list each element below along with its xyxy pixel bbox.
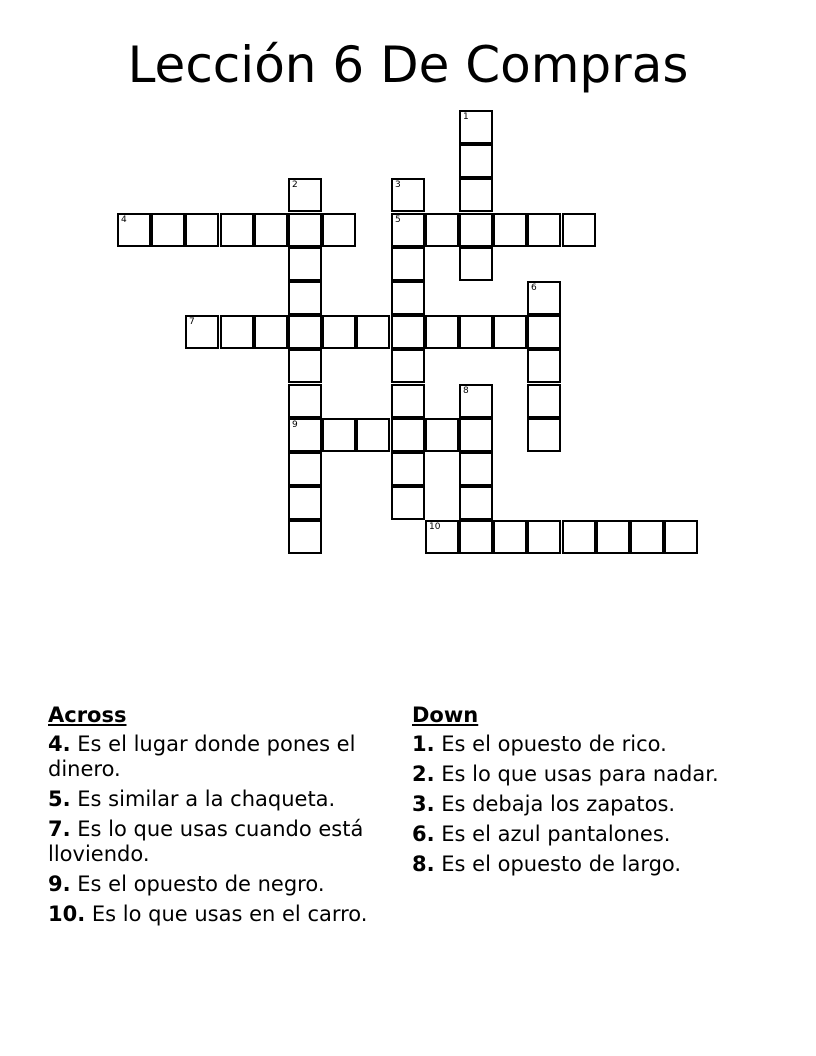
clue-number: 5. [48,787,71,811]
crossword-cell[interactable] [527,384,561,418]
crossword-cell[interactable] [391,213,425,247]
crossword-cell[interactable] [151,213,185,247]
crossword-cell[interactable] [391,452,425,486]
down-clues [412,700,772,882]
crossword-cell[interactable] [288,384,322,418]
crossword-cell[interactable] [493,213,527,247]
crossword-cell[interactable] [185,315,219,349]
crossword-cell[interactable] [322,418,356,452]
crossword-cell[interactable] [630,520,664,554]
clue-number-label: 3 [395,180,401,190]
clue-text: Es el opuesto de negro. [77,872,325,896]
crossword-cell[interactable] [425,213,459,247]
crossword-cell[interactable] [288,418,322,452]
crossword-cell[interactable] [596,520,630,554]
crossword-cell[interactable] [459,520,493,554]
crossword-cell[interactable] [527,520,561,554]
clue-down-6 [412,822,772,847]
clue-text: Es el lugar donde pones el dinero. [48,732,356,781]
clue-number-label: 7 [189,317,195,327]
crossword-cell[interactable] [391,315,425,349]
crossword-cell[interactable] [391,418,425,452]
crossword-cell[interactable] [254,315,288,349]
clue-number: 7. [48,817,71,841]
clue-number: 10. [48,902,86,926]
crossword-cell[interactable] [459,144,493,178]
crossword-cell[interactable] [425,418,459,452]
clue-number-label: 6 [531,283,537,293]
crossword-cell[interactable] [220,213,254,247]
clue-number-label: 1 [463,112,469,122]
clue-number: 8. [412,852,435,876]
crossword-cell[interactable] [288,520,322,554]
clue-down-3 [412,792,772,817]
crossword-cell[interactable] [288,281,322,315]
crossword-cell[interactable] [459,213,493,247]
clue-number: 4. [48,732,71,756]
crossword-cell[interactable] [459,178,493,212]
crossword-cell[interactable] [391,384,425,418]
clue-number: 3. [412,792,435,816]
crossword-cell[interactable] [459,452,493,486]
crossword-cell[interactable] [391,178,425,212]
clue-text: Es el opuesto de largo. [441,852,682,876]
crossword-cell[interactable] [527,281,561,315]
crossword-cell[interactable] [459,486,493,520]
clue-number: 1. [412,732,435,756]
clue-across-9 [48,872,398,897]
crossword-cell[interactable] [459,384,493,418]
crossword-cell[interactable] [459,315,493,349]
clue-text: Es lo que usas en el carro. [91,902,368,926]
crossword-cell[interactable] [220,315,254,349]
clue-across-10 [48,902,398,927]
crossword-cell[interactable] [493,315,527,349]
clue-number-label: 5 [395,215,401,225]
crossword-cell[interactable] [459,418,493,452]
crossword-cell[interactable] [391,486,425,520]
clue-number: 6. [412,822,435,846]
crossword-cell[interactable] [527,315,561,349]
down-heading: Down [412,703,479,727]
crossword-cell[interactable] [562,520,596,554]
clue-down-1 [412,732,772,757]
crossword-cell[interactable] [322,315,356,349]
crossword-cell[interactable] [527,213,561,247]
crossword-cell[interactable] [288,213,322,247]
across-clues [48,700,398,932]
crossword-cell[interactable] [459,247,493,281]
clue-text: Es el opuesto de rico. [441,732,667,756]
crossword-cell[interactable] [356,315,390,349]
crossword-cell[interactable] [288,315,322,349]
crossword-cell[interactable] [562,213,596,247]
crossword-cell[interactable] [527,418,561,452]
crossword-cell[interactable] [185,213,219,247]
clue-text: Es debaja los zapatos. [441,792,676,816]
across-heading: Across [48,703,127,727]
clue-text: Es lo que usas cuando está lloviendo. [48,817,364,866]
crossword-cell[interactable] [425,520,459,554]
crossword-cell[interactable] [288,486,322,520]
crossword-cell[interactable] [459,110,493,144]
clue-across-5 [48,787,398,812]
crossword-cell[interactable] [288,349,322,383]
crossword-cell[interactable] [254,213,288,247]
page-title: Lección 6 De Compras [127,36,689,94]
clue-number-label: 8 [463,386,469,396]
clue-across-4 [48,732,398,782]
crossword-cell[interactable] [356,418,390,452]
crossword-cell[interactable] [288,178,322,212]
crossword-cell[interactable] [425,315,459,349]
clue-number-label: 10 [429,522,441,532]
crossword-cell[interactable] [527,349,561,383]
crossword-cell[interactable] [664,520,698,554]
crossword-cell[interactable] [391,247,425,281]
clue-text: Es el azul pantalones. [441,822,671,846]
clue-number: 2. [412,762,435,786]
crossword-cell[interactable] [322,213,356,247]
crossword-cell[interactable] [493,520,527,554]
crossword-cell[interactable] [391,281,425,315]
clue-number-label: 9 [292,420,298,430]
clue-text: Es similar a la chaqueta. [77,787,336,811]
crossword-cell[interactable] [288,452,322,486]
clue-number: 9. [48,872,71,896]
clue-text: Es lo que usas para nadar. [441,762,719,786]
clue-down-2 [412,762,772,787]
crossword-cell[interactable] [117,213,151,247]
clue-down-8 [412,852,772,877]
clue-number-label: 2 [292,180,298,190]
crossword-cell[interactable] [391,349,425,383]
clue-number-label: 4 [121,215,127,225]
clue-across-7 [48,817,398,867]
crossword-cell[interactable] [288,247,322,281]
